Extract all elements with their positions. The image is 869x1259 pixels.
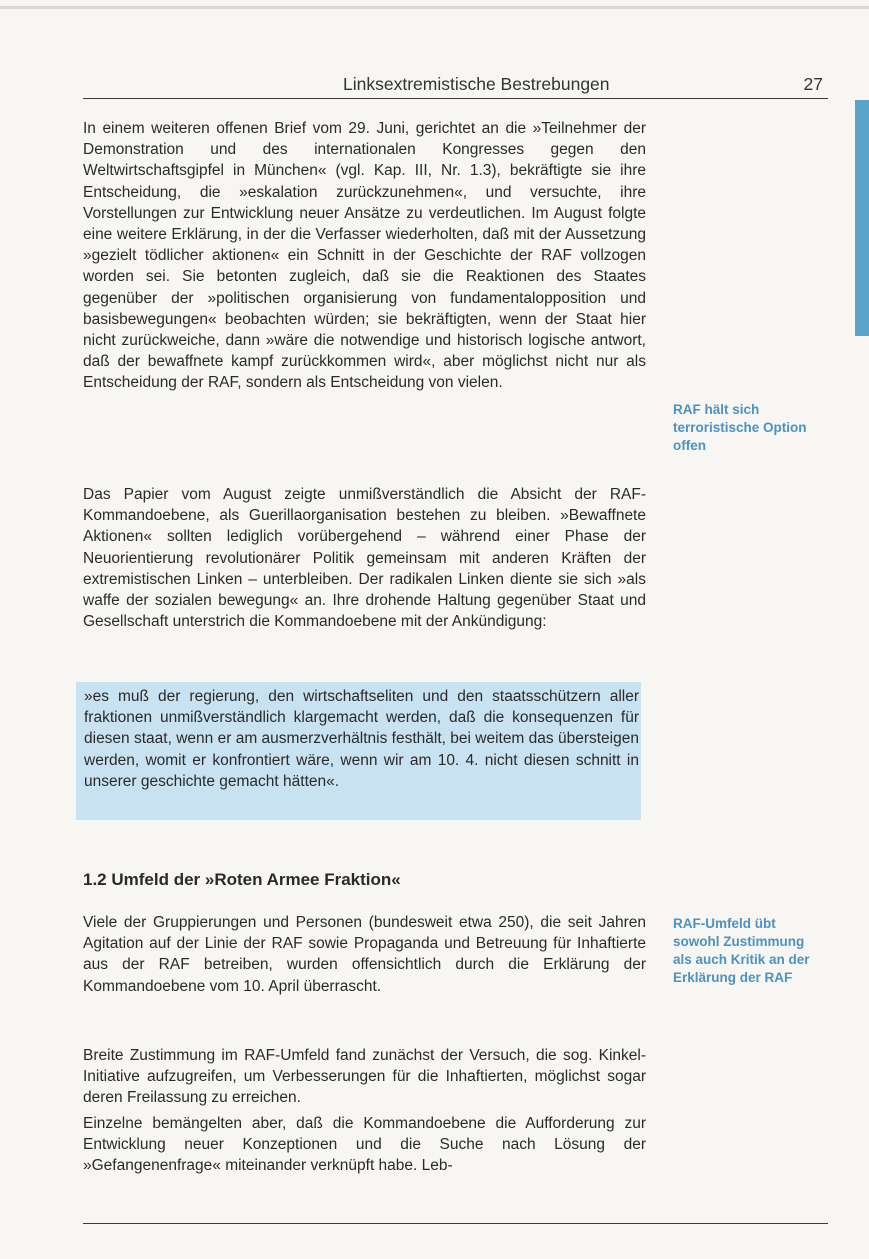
highlighted-quote [76, 682, 641, 820]
paragraph-environment: Viele der Gruppierungen und Personen (bundesweit etwa 250), die seit Jahren Agitation auf der Linie der RAF sowie Propaganda und Betreuung für Inhaftierte aus der RAF betreiben, wurden offensichtlich durch die Erklärung der Kommandoebene vom 10. April überrascht. [83, 914, 646, 995]
footer-rule [83, 1223, 828, 1224]
paragraph-kinkel-initiative: Breite Zustimmung im RAF-Umfeld fand zunächst der Versuch, die sog. Kinkel-Initiative aufzugreifen, um Verbesserungen für die Inhaftierten, möglichst sogar deren Freilassung zu erreichen. [83, 1047, 646, 1107]
section-heading: 1.2 Umfeld der »Roten Armee Fraktion« [83, 870, 401, 889]
paragraph-criticism: Einzelne bemängelten aber, daß die Kommandoebene die Aufforderung zur Entwicklung neuer Konzeptionen und die Suche nach Lösung der »Gefangenenfrage« miteinander verknüpft habe. Leb- [83, 1115, 646, 1175]
page-number: 27 [803, 74, 823, 94]
page-header [83, 70, 828, 99]
paragraph-august-paper: Das Papier vom August zeigte unmißverständlich die Absicht der RAF-Kommandoebene, als Guerillaorganisation bestehen zu bleiben. »Bewaffnete Aktionen« sollten lediglich vorübergehend – während einer Phase der Neuorientierung revolutionärer Politik gemeinsam mit anderen Kräften der extremistischen Linken – unterbleiben. Der radikalen Linken diente sie sich »als waffe der sozialen bewegung« an. Ihre drohende Haltung gegenüber Staat und Gesellschaft unterstrich die Kommandoebene mit der Ankündigung: [83, 486, 646, 631]
chapter-thumb-tab [855, 100, 869, 336]
paragraph-open-letter: In einem weiteren offenen Brief vom 29. Juni, gerichtet an die »Teilnehmer der Demonstration und des internationalen Kongresses gegen den Weltwirtschaftsgipfel in München« (vgl. Kap. III, Nr. 1.3), bekräftigte sie ihre Entscheidung, die »eskalation zurückzunehmen«, und versuchte, ihre Vorstellungen zur Entwicklung neuer Ansätze zu verdeutlichen. Im August folgte eine weitere Erklärung, in der die Verfasser wiederholten, daß mit der Aussetzung »gezielt tödlicher aktionen« ein Schnitt in der Geschichte der RAF vollzogen worden sei. Sie betonten zugleich, daß sie die Reaktionen des Staates gegenüber der »politischen organisierung von fundamentalopposition und basisbewegungen« beobachten würden; sie bekräftigten, wenn der Staat hier nicht zurückweiche, dann »wäre die notwendige und historisch logische antwort, daß der bewaffnete kampf zurückkommen wird«, aber möglichst nicht nur als Entscheidung der RAF, sondern als Entscheidung von vielen. [83, 120, 646, 392]
scan-top-edge [0, 6, 869, 9]
quote-text: »es muß der regierung, den wirtschaftseliten und den staatsschützern aller fraktionen unmißverständlich klargemacht werden, daß die konsequenzen für diesen staat, wenn er am ausmerzverhältnis festhält, bei weitem das übersteigen werden, womit er konfrontiert wäre, wenn wir am 10. 4. nicht diesen schnitt in unserer geschichte gemacht hätten«. [84, 688, 639, 790]
margin-note-approval-criticism: RAF-Umfeld übt sowohl Zustimmung als auch Kritik an der Erklärung der RAF [673, 916, 810, 985]
margin-note-terrorist-option: RAF hält sich terroristische Option offen [673, 402, 807, 453]
running-title: Linksextremistische Bestrebungen [343, 74, 610, 94]
